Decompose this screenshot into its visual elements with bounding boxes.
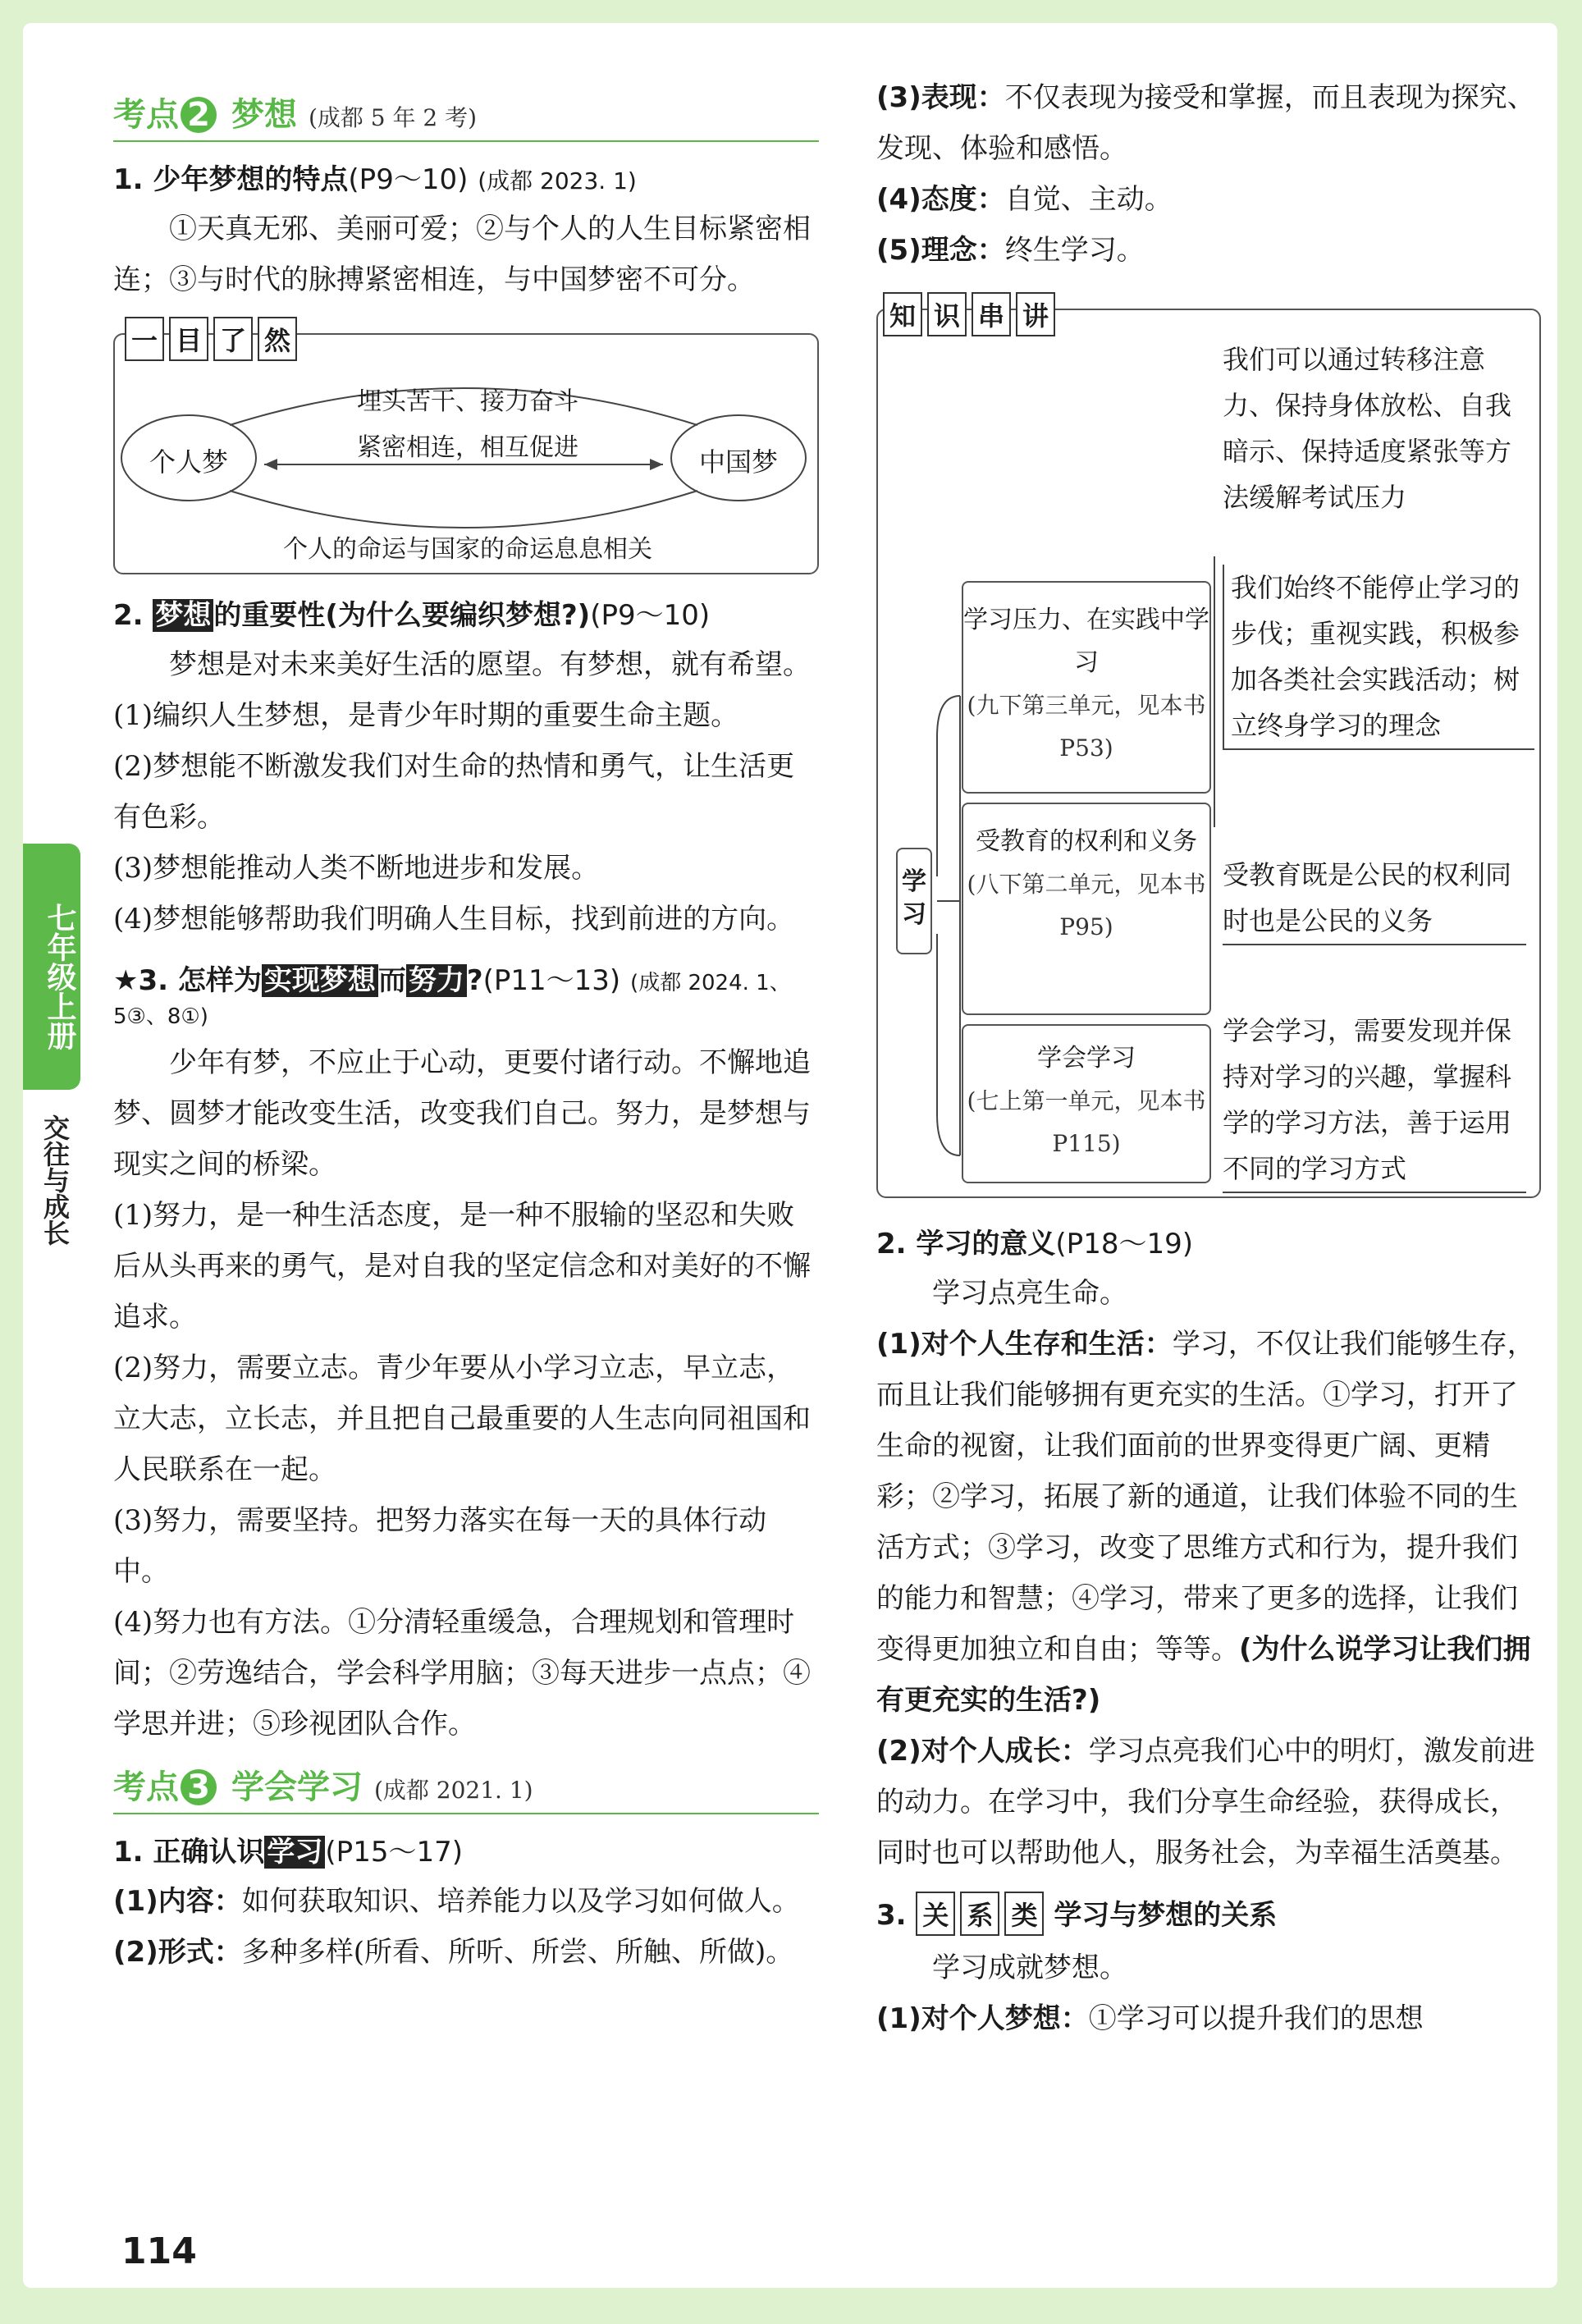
section-number: 3 xyxy=(181,1769,217,1805)
glance-bottom-text: 个人的命运与国家的命运息息相关 xyxy=(283,535,652,564)
item-heading xyxy=(113,592,819,633)
map-node-note: 学会学习，需要发现并保持对学习的兴趣，掌握科学的学习方法，善于运用不同的学习方式 xyxy=(1223,1008,1526,1193)
tag-char: 一 xyxy=(125,317,164,361)
left-column xyxy=(113,89,819,1978)
item-ref: (P9～10) xyxy=(590,599,711,632)
item-ref: (P15～17) xyxy=(325,1836,463,1869)
page xyxy=(23,23,1557,2288)
tag-char: 讲 xyxy=(1016,292,1055,336)
glance-mid-text: 紧密相连，相互促进 xyxy=(357,433,578,462)
tag-char: 关 xyxy=(916,1892,955,1936)
item-title: 学习的意义 xyxy=(916,1228,1056,1260)
point-value: 多种多样(所看、所听、所尝、所触、所做)。 xyxy=(241,1936,794,1969)
item-body: ①天真无邪、美丽可爱；②与个人的人生目标紧密相连；③与时代的脉搏紧密相连，与中国梦密不可分。 xyxy=(113,213,811,296)
item-point xyxy=(876,174,1541,225)
branch-line xyxy=(937,696,960,876)
point-question: (为什么说学习让我们拥有更充实的生活?) xyxy=(876,1633,1531,1717)
point-key: (5)理念： xyxy=(876,234,1005,267)
tag-char: 知 xyxy=(883,292,922,336)
item-title: 学习与梦想的关系 xyxy=(1054,1899,1278,1932)
item-point: (4)梦想能够帮助我们明确人生目标，找到前进的方向。 xyxy=(113,903,795,936)
right-column xyxy=(876,72,1541,2044)
section-title: 学会学习 xyxy=(231,1768,363,1806)
point-key: (2)对个人成长： xyxy=(876,1735,1089,1768)
section-number: 2 xyxy=(181,97,217,133)
map-node xyxy=(962,1024,1211,1183)
item-heading xyxy=(876,1221,1541,1261)
book-title: 交往与成长 xyxy=(39,1114,71,1246)
item-point xyxy=(113,1876,819,1927)
item-heading xyxy=(113,1829,819,1869)
section-heading-2 xyxy=(113,89,819,142)
point-key: (4)态度： xyxy=(876,183,1005,216)
point-key: (1)内容： xyxy=(113,1885,242,1918)
item-title: 正确认识 xyxy=(153,1836,265,1869)
point-value: 自觉、主动。 xyxy=(1004,183,1173,216)
item-number: 2. xyxy=(876,1228,907,1260)
item-heading xyxy=(876,1892,1541,1936)
item-point xyxy=(876,1993,1541,2044)
section-note: (成都 5 年 2 考) xyxy=(308,104,478,131)
point-value: 终生学习。 xyxy=(1004,234,1145,267)
item-highlight: 学习 xyxy=(264,1836,325,1869)
item-note: (成都 2024. 1、5③、8①) xyxy=(113,971,791,1029)
point-value: 学习点亮我们心中的明灯，激发前进的动力。在学习中，我们分享生命经验，获得成长，同时也可以帮助他人，服务社会，为幸福生活奠基。 xyxy=(876,1735,1535,1869)
item-highlight: 实现梦想 xyxy=(262,964,378,997)
section-title: 梦想 xyxy=(231,96,297,134)
item-point: (1)编织人生梦想，是青少年时期的重要生命主题。 xyxy=(113,699,739,732)
item-highlight: 努力 xyxy=(406,964,467,997)
point-key: (1)对个人生存和生活： xyxy=(876,1328,1173,1361)
map-node xyxy=(962,803,1211,1015)
item-intro: 梦想是对未来美好生活的愿望。有梦想，就有希望。 xyxy=(169,648,811,681)
glance-right-node: 中国梦 xyxy=(698,446,778,478)
item-point: (2)梦想能不断激发我们对生命的热情和勇气，让生活更有色彩。 xyxy=(113,750,795,834)
section-label: 考点 xyxy=(113,1768,179,1806)
glance-top-text: 埋头苦干、接力奋斗 xyxy=(357,387,578,416)
map-node-title: 受教育的权利和义务 xyxy=(976,827,1197,856)
item-ref: (P18～19) xyxy=(1055,1228,1193,1260)
point-value: ①学习可以提升我们的思想 xyxy=(1088,2002,1424,2035)
item-note: (成都 2023. 1) xyxy=(478,167,637,194)
map-node-sub: (九下第三单元，见本书P53) xyxy=(967,692,1206,762)
item-number: 1. xyxy=(113,1836,144,1869)
item-ref: (P9～10) xyxy=(348,163,469,196)
point-value: 如何获取知识、培养能力以及学习如何做人。 xyxy=(241,1885,800,1918)
item-number: 1. xyxy=(113,163,144,196)
map-node-note: 我们始终不能停止学习的步伐；重视实践，积极参加各类社会实践活动；树立终身学习的理念 xyxy=(1223,565,1534,750)
glance-left-node: 个人梦 xyxy=(149,446,228,478)
point-key: (2)形式： xyxy=(113,1936,242,1969)
item-number: 2. xyxy=(113,599,144,632)
item-title: 的重要性(为什么要编织梦想?) xyxy=(213,599,591,632)
knowledge-map xyxy=(876,300,1541,1198)
tag-char: 目 xyxy=(169,317,208,361)
item-title-part: 而 xyxy=(377,964,406,997)
item-tag xyxy=(916,1892,1044,1936)
item-title-part: 怎样为 xyxy=(177,964,262,997)
section-heading-3 xyxy=(113,1761,819,1814)
map-node-title: 学会学习 xyxy=(1037,1044,1136,1073)
map-node-sub: (七上第一单元，见本书P115) xyxy=(967,1087,1206,1157)
item-point xyxy=(876,72,1541,174)
point-value: 不仅表现为接受和掌握，而且表现为探究、发现、体验和感悟。 xyxy=(876,81,1535,165)
map-top-note: 我们可以通过转移注意力、保持身体放松、自我暗示、保持适度紧张等方法缓解考试压力 xyxy=(1223,344,1512,513)
point-key: (1)对个人梦想： xyxy=(876,2002,1089,2035)
item-title: 少年梦想的特点 xyxy=(153,163,349,196)
map-node xyxy=(962,581,1211,794)
map-node-sub: (八下第二单元，见本书P95) xyxy=(967,871,1206,940)
item-heading xyxy=(113,958,819,1031)
tag-char: 然 xyxy=(258,317,297,361)
item-title-part: ? xyxy=(466,964,483,997)
item-point xyxy=(876,225,1541,276)
item-intro: 少年有梦，不应止于心动，更要付诸行动。不懈地追梦、圆梦才能改变生活，改变我们自己。努力，是梦想与现实之间的桥梁。 xyxy=(113,1046,811,1181)
tag-char: 类 xyxy=(1004,1892,1044,1936)
item-point: (4)努力也有方法。①分清轻重缓急，合理规划和管理时间；②劳逸结合，学会科学用脑；③每天进步一点点；④学思并进；⑤珍视团队合作。 xyxy=(113,1606,811,1741)
item-number: ★3. xyxy=(113,964,169,997)
item-heading xyxy=(113,157,819,197)
grade-tab: 七年级上册 xyxy=(23,844,80,1090)
tag-char: 了 xyxy=(213,317,253,361)
item-point: (3)努力，需要坚持。把努力落实在每一天的具体行动中。 xyxy=(113,1504,767,1588)
glance-box xyxy=(113,325,819,574)
point-key: (3)表现： xyxy=(876,81,1005,114)
branch-line xyxy=(937,934,960,1155)
section-label: 考点 xyxy=(113,96,179,134)
item-ref: (P11～13) xyxy=(482,964,621,997)
item-point: (2)努力，需要立志。青少年要从小学习立志，早立志，立大志，立长志，并且把自己最重要的人生志向同祖国和人民联系在一起。 xyxy=(113,1352,811,1486)
item-point xyxy=(113,1927,819,1978)
point-value: 学习，不仅让我们能够生存，而且让我们能够拥有更充实的生活。①学习，打开了生命的视窗，让我们面前的世界变得更广阔、更精彩；②学习，拓展了新的通道，让我们体验不同的生活方式；③学习，改变了思维方式和行为，提升我们的能力和智慧；④学习，带来了更多的选择，让我们变得更加独立和自由；等等。 xyxy=(876,1328,1535,1666)
map-node-title: 学习压力、在实践中学习 xyxy=(963,606,1209,677)
item-intro: 学习成就梦想。 xyxy=(932,1951,1127,1984)
item-number: 3. xyxy=(876,1899,907,1932)
map-root: 学习 xyxy=(896,848,932,954)
bottom-arc xyxy=(230,491,697,528)
item-highlight: 梦想 xyxy=(153,599,213,632)
map-node-note: 受教育既是公民的权利同时也是公民的义务 xyxy=(1223,852,1526,945)
item-intro: 学习点亮生命。 xyxy=(932,1277,1127,1310)
section-note: (成都 2021. 1) xyxy=(373,1777,533,1804)
item-point: (1)努力，是一种生活态度，是一种不服输的坚忍和失败后从头再来的勇气，是对自我的坚定信念和对美好的不懈追求。 xyxy=(113,1199,811,1334)
tag-char: 系 xyxy=(960,1892,999,1936)
page-number: 114 xyxy=(121,2230,197,2272)
tag-char: 串 xyxy=(972,292,1011,336)
item-point: (3)梦想能推动人类不断地进步和发展。 xyxy=(113,852,600,885)
item-point xyxy=(876,1726,1541,1878)
tag-char: 识 xyxy=(927,292,967,336)
item-point xyxy=(876,1319,1541,1726)
